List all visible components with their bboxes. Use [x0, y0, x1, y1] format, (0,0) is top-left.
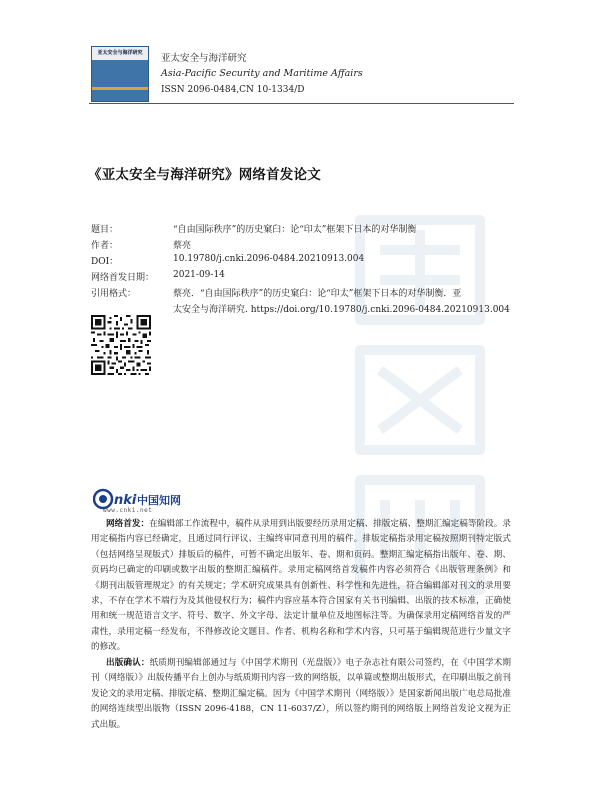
cover-stripe — [92, 87, 148, 90]
journal-title-en: Asia-Pacific Security and Maritime Affairs — [161, 68, 363, 79]
svg-text:中国知网: 中国知网 — [137, 494, 181, 507]
page-title: 《亚太安全与海洋研究》网络首发论文 — [88, 167, 321, 183]
publication-confirm-text: 纸质期刊编辑部通过与《中国学术期刊（光盘版）》电子杂志社有限公司签约，在《中国学术期刊（网络版）》出版传播平台上创办与纸质期刊内容一致的网络版，以单篇或整期出版形式，在印刷出版之前刊发论文的录用定稿、排版定稿、整期汇编定稿。因为《中国学术期刊（网络版）》是国家新闻出版广电总局批准的网络连续型出版物（ISSN 2096-4188，CN 11-6037/Z），所以签约期刊的网络版上网络首发论文视为正式出版。 — [91, 658, 511, 730]
online-first-label: 网络首发： — [106, 519, 150, 529]
header-divider — [89, 103, 514, 104]
online-first-paragraph — [91, 517, 511, 656]
publication-confirm-label: 出版确认： — [106, 658, 150, 668]
citation-line-1: 蔡亮．“自由国际秩序”的历史窠臼：论“印太”框架下日本的对华制衡．亚 — [173, 289, 462, 299]
cover-title: 亚太安全与海洋研究 — [97, 50, 143, 56]
publication-confirm-paragraph — [91, 656, 511, 733]
journal-title-cn: 亚太安全与海洋研究 — [161, 53, 247, 64]
qr-code-icon — [91, 315, 151, 375]
title-label: 题目： — [91, 225, 119, 235]
cnki-url[interactable]: www.cnki.net — [103, 507, 153, 514]
svg-text:nki: nki — [114, 493, 137, 508]
citation-label: 引用格式： — [91, 289, 137, 299]
title-value: “自由国际秩序”的历史窠臼：论“印太”框架下日本的对华制衡 — [173, 225, 417, 235]
journal-cover-thumbnail — [91, 46, 149, 102]
author-value: 蔡亮 — [173, 241, 192, 251]
doi-label: DOI： — [91, 257, 119, 267]
online-first-text: 在编辑部工作流程中，稿件从录用到出版要经历录用定稿、排版定稿、整期汇编定稿等阶段。录用定稿指内容已经确定，且通过同行评议、主编终审同意刊用的稿件。排版定稿指录用定稿按照期刊特定版式（包括网络呈现版式）排版后的稿件，可暂不确定出版年、卷、期和页码。整期汇编定稿指出版年、卷、期、页码均已确定的印刷或数字出版的整期汇编稿件。录用定稿网络首发稿件内容必须符合《出版管理条例》和《期刊出版管理规定》的有关规定；学术研究成果具有创新性、科学性和先进性，符合编辑部对刊文的录用要求，不存在学术不端行为及其他侵权行为；稿件内容应基本符合国家有关书刊编辑、出版的技术标准，正确使用和统一规范语言文字、符号、数字、外文字母、法定计量单位及地图标注等。为确保录用定稿网络首发的严肃性，录用定稿一经发布，不得修改论文题目、作者、机构名称和学术内容，只可基于编辑规范进行少量文字的修改。 — [91, 519, 511, 653]
citation-line-2: 太安全与海洋研究. https://doi.org/10.19780/j.cnki.2096-0484.20210913.004 — [173, 305, 510, 315]
publish-date-label: 网络首发日期： — [91, 273, 155, 283]
author-label: 作者： — [91, 241, 119, 251]
publish-date-value: 2021-09-14 — [173, 270, 225, 280]
journal-issn: ISSN 2096-0484,CN 10-1334/D — [161, 85, 305, 95]
doi-value[interactable]: 10.19780/j.cnki.2096-0484.20210913.004 — [173, 254, 365, 264]
